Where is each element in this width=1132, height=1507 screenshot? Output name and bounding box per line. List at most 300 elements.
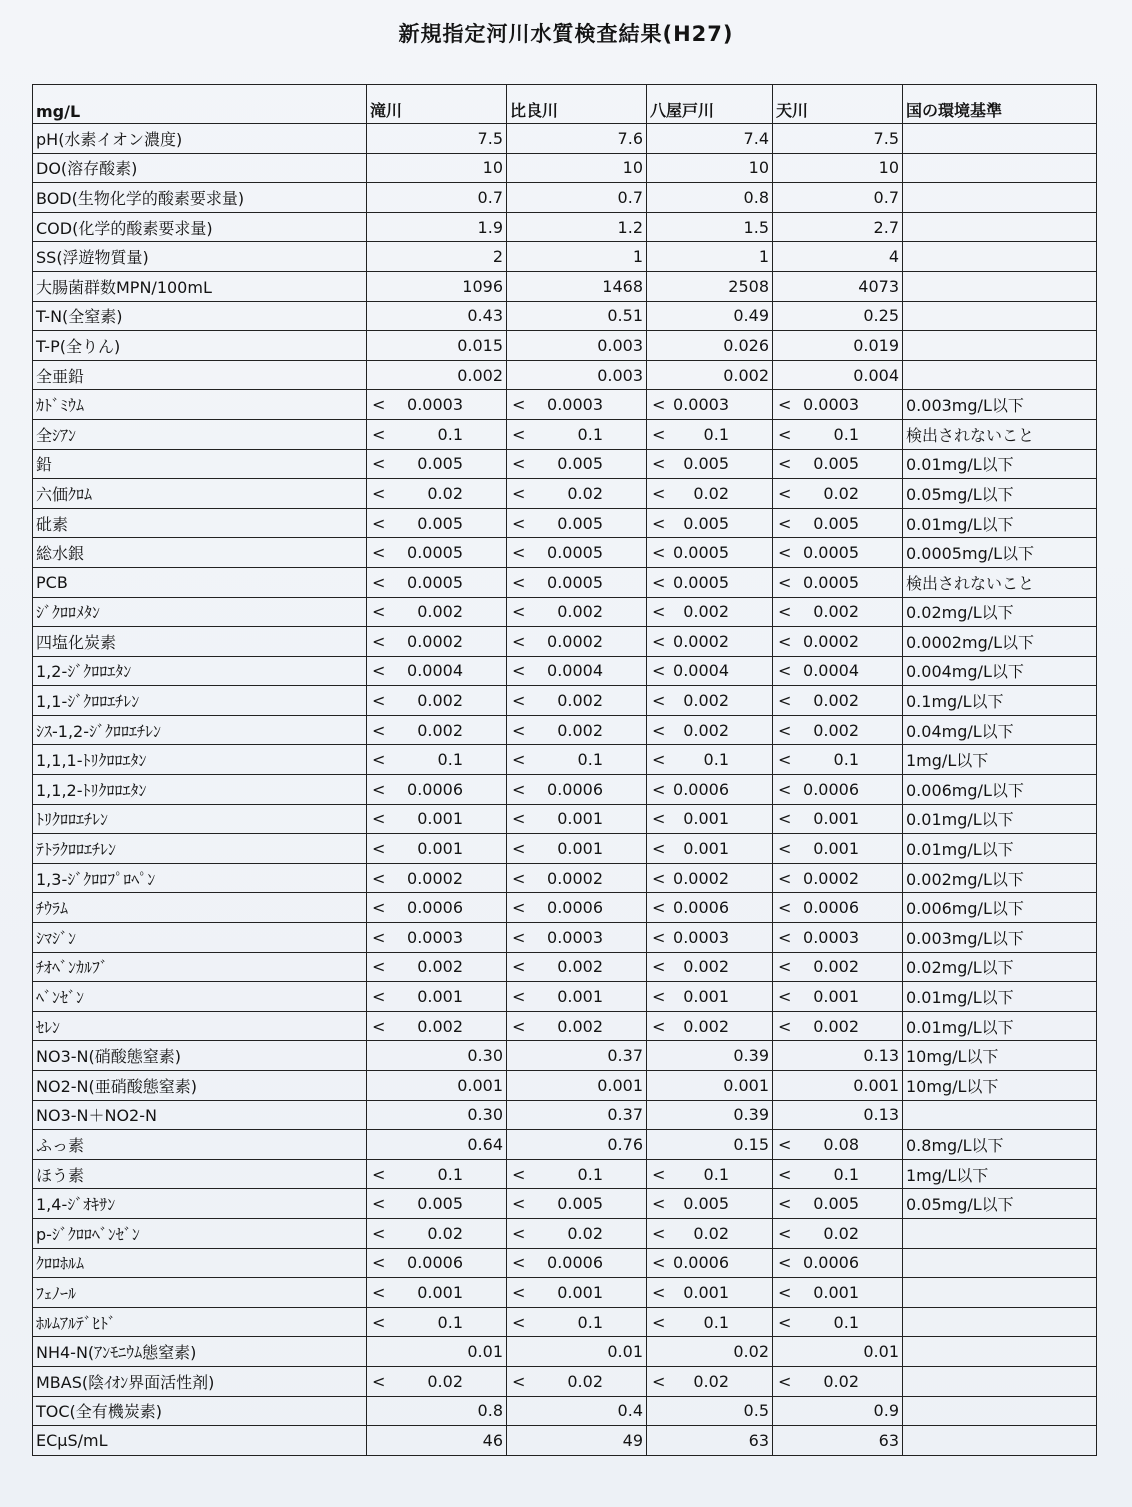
value-cell bbox=[647, 1426, 773, 1456]
value-cell bbox=[367, 715, 507, 745]
value-number: 0.0002 bbox=[673, 631, 729, 651]
value-cell bbox=[367, 1366, 507, 1396]
value-cell bbox=[773, 1278, 903, 1308]
value-number: 0.0005 bbox=[407, 572, 463, 592]
value-cell bbox=[367, 1100, 507, 1130]
value-cell bbox=[367, 212, 507, 242]
value-number: 0.30 bbox=[467, 1105, 503, 1125]
parameter-name: 1,2-ｼﾞｸﾛﾛｴﾀﾝ bbox=[33, 656, 367, 686]
value-cell bbox=[773, 863, 903, 893]
value-cell bbox=[647, 1248, 773, 1278]
value-cell bbox=[367, 834, 507, 864]
less-than-sign: < bbox=[778, 1016, 792, 1036]
parameter-name: ふっ素 bbox=[33, 1130, 367, 1160]
less-than-sign: < bbox=[778, 1164, 792, 1184]
standard-cell: 0.02mg/L以下 bbox=[903, 597, 1097, 627]
standard-cell bbox=[903, 301, 1097, 331]
table-row bbox=[33, 360, 1097, 390]
less-than-sign: < bbox=[512, 424, 526, 444]
value-number: 7.4 bbox=[743, 128, 769, 148]
standard-cell bbox=[903, 1337, 1097, 1367]
value-cell bbox=[647, 508, 773, 538]
value-cell bbox=[367, 538, 507, 568]
value-number: 0.002 bbox=[813, 720, 859, 740]
value-number: 1.9 bbox=[477, 217, 503, 237]
value-number: 0.0004 bbox=[407, 661, 463, 681]
value-number: 0.002 bbox=[417, 602, 463, 622]
value-cell bbox=[507, 567, 647, 597]
value-number: 0.002 bbox=[813, 602, 859, 622]
standard-cell bbox=[903, 360, 1097, 390]
value-cell bbox=[773, 1307, 903, 1337]
less-than-sign: < bbox=[372, 454, 386, 474]
less-than-sign: < bbox=[512, 1194, 526, 1214]
parameter-name: ﾌｪﾉｰﾙ bbox=[33, 1278, 367, 1308]
parameter-name: NO2-N(亜硝酸態窒素) bbox=[33, 1071, 367, 1101]
table-row bbox=[33, 715, 1097, 745]
value-cell bbox=[367, 597, 507, 627]
value-number: 0.39 bbox=[733, 1105, 769, 1125]
table-row bbox=[33, 508, 1097, 538]
less-than-sign: < bbox=[778, 1312, 792, 1332]
parameter-name: TOC(全有機炭素) bbox=[33, 1396, 367, 1426]
value-number: 0.002 bbox=[557, 602, 603, 622]
parameter-name: T-N(全窒素) bbox=[33, 301, 367, 331]
value-cell bbox=[507, 863, 647, 893]
less-than-sign: < bbox=[372, 602, 386, 622]
value-number: 10 bbox=[748, 158, 769, 178]
value-number: 46 bbox=[482, 1430, 503, 1450]
value-number: 0.005 bbox=[417, 1194, 463, 1214]
value-number: 0.0006 bbox=[803, 898, 859, 918]
value-cell bbox=[773, 715, 903, 745]
value-number: 0.64 bbox=[467, 1134, 503, 1154]
less-than-sign: < bbox=[512, 513, 526, 533]
standard-cell bbox=[903, 124, 1097, 154]
value-number: 0.5 bbox=[743, 1401, 769, 1421]
value-number: 0.026 bbox=[723, 335, 769, 355]
value-number: 0.76 bbox=[607, 1134, 643, 1154]
standard-cell: 検出されないこと bbox=[903, 419, 1097, 449]
standard-cell: 1mg/L以下 bbox=[903, 1159, 1097, 1189]
less-than-sign: < bbox=[372, 868, 386, 888]
less-than-sign: < bbox=[512, 1312, 526, 1332]
table-row bbox=[33, 212, 1097, 242]
value-cell bbox=[367, 923, 507, 953]
value-cell bbox=[647, 745, 773, 775]
value-number: 0.1 bbox=[437, 1312, 463, 1332]
less-than-sign: < bbox=[372, 898, 386, 918]
value-cell bbox=[647, 686, 773, 716]
standard-cell: 0.04mg/L以下 bbox=[903, 715, 1097, 745]
table-row bbox=[33, 242, 1097, 272]
less-than-sign: < bbox=[778, 720, 792, 740]
value-number: 0.005 bbox=[557, 1194, 603, 1214]
value-number: 0.0003 bbox=[803, 395, 859, 415]
less-than-sign: < bbox=[512, 987, 526, 1007]
less-than-sign: < bbox=[652, 839, 666, 859]
value-number: 0.0006 bbox=[673, 1253, 729, 1273]
value-cell bbox=[647, 538, 773, 568]
value-number: 0.005 bbox=[813, 513, 859, 533]
standard-cell: 0.003mg/L以下 bbox=[903, 923, 1097, 953]
less-than-sign: < bbox=[652, 454, 666, 474]
standard-cell: 10mg/L以下 bbox=[903, 1041, 1097, 1071]
less-than-sign: < bbox=[778, 927, 792, 947]
standard-cell bbox=[903, 271, 1097, 301]
value-number: 0.005 bbox=[683, 1194, 729, 1214]
value-cell bbox=[507, 923, 647, 953]
less-than-sign: < bbox=[372, 1016, 386, 1036]
value-cell bbox=[773, 1396, 903, 1426]
less-than-sign: < bbox=[512, 809, 526, 829]
standard-cell: 0.0002mg/L以下 bbox=[903, 627, 1097, 657]
parameter-name: ｾﾚﾝ bbox=[33, 1011, 367, 1041]
value-cell bbox=[507, 1337, 647, 1367]
table-row bbox=[33, 982, 1097, 1012]
value-number: 0.001 bbox=[813, 1282, 859, 1302]
standard-cell: 0.02mg/L以下 bbox=[903, 952, 1097, 982]
standard-cell: 0.05mg/L以下 bbox=[903, 479, 1097, 509]
value-cell bbox=[773, 597, 903, 627]
table-row bbox=[33, 449, 1097, 479]
value-cell bbox=[507, 1396, 647, 1426]
value-cell bbox=[647, 1337, 773, 1367]
value-cell bbox=[647, 1218, 773, 1248]
less-than-sign: < bbox=[372, 1282, 386, 1302]
value-number: 0.7 bbox=[873, 187, 899, 207]
value-cell bbox=[367, 952, 507, 982]
value-cell bbox=[773, 804, 903, 834]
less-than-sign: < bbox=[652, 750, 666, 770]
value-cell bbox=[507, 1041, 647, 1071]
value-number: 0.15 bbox=[733, 1134, 769, 1154]
value-number: 0.30 bbox=[467, 1046, 503, 1066]
less-than-sign: < bbox=[778, 543, 792, 563]
parameter-name: ほう素 bbox=[33, 1159, 367, 1189]
less-than-sign: < bbox=[372, 395, 386, 415]
value-cell bbox=[773, 982, 903, 1012]
value-cell bbox=[367, 1041, 507, 1071]
less-than-sign: < bbox=[512, 898, 526, 918]
value-cell bbox=[647, 124, 773, 154]
value-cell bbox=[507, 1189, 647, 1219]
value-number: 0.1 bbox=[833, 750, 859, 770]
value-cell bbox=[367, 183, 507, 213]
parameter-name: NO3-N(硝酸態窒素) bbox=[33, 1041, 367, 1071]
value-number: 0.1 bbox=[833, 1164, 859, 1184]
parameter-name: ﾎﾙﾑｱﾙﾃﾞﾋﾄﾞ bbox=[33, 1307, 367, 1337]
less-than-sign: < bbox=[512, 395, 526, 415]
value-number: 0.0003 bbox=[803, 927, 859, 947]
value-cell bbox=[773, 775, 903, 805]
value-cell bbox=[647, 390, 773, 420]
value-number: 0.02 bbox=[427, 1223, 463, 1243]
table-row bbox=[33, 686, 1097, 716]
standard-cell bbox=[903, 183, 1097, 213]
value-number: 0.0006 bbox=[673, 898, 729, 918]
header-amagawa: 天川 bbox=[773, 85, 903, 124]
value-cell bbox=[647, 834, 773, 864]
less-than-sign: < bbox=[512, 1282, 526, 1302]
value-cell bbox=[647, 1189, 773, 1219]
value-cell bbox=[773, 567, 903, 597]
standard-cell: 0.01mg/L以下 bbox=[903, 982, 1097, 1012]
value-number: 0.13 bbox=[863, 1105, 899, 1125]
less-than-sign: < bbox=[778, 809, 792, 829]
less-than-sign: < bbox=[652, 631, 666, 651]
less-than-sign: < bbox=[778, 779, 792, 799]
standard-cell: 0.8mg/L以下 bbox=[903, 1130, 1097, 1160]
value-cell bbox=[367, 449, 507, 479]
value-number: 0.002 bbox=[457, 365, 503, 385]
value-number: 0.002 bbox=[683, 691, 729, 711]
value-cell bbox=[367, 863, 507, 893]
value-number: 0.005 bbox=[417, 454, 463, 474]
value-number: 0.0005 bbox=[803, 543, 859, 563]
value-cell bbox=[773, 538, 903, 568]
value-cell bbox=[507, 982, 647, 1012]
less-than-sign: < bbox=[652, 1016, 666, 1036]
value-number: 10 bbox=[482, 158, 503, 178]
value-cell bbox=[507, 775, 647, 805]
less-than-sign: < bbox=[652, 513, 666, 533]
value-cell bbox=[647, 1307, 773, 1337]
parameter-name: COD(化学的酸素要求量) bbox=[33, 212, 367, 242]
value-cell bbox=[367, 124, 507, 154]
value-number: 0.02 bbox=[733, 1342, 769, 1362]
parameter-name: 1,4-ｼﾞｵｷｻﾝ bbox=[33, 1189, 367, 1219]
value-number: 0.002 bbox=[683, 957, 729, 977]
value-cell bbox=[773, 952, 903, 982]
value-number: 0.015 bbox=[457, 335, 503, 355]
value-cell bbox=[367, 1396, 507, 1426]
value-cell bbox=[647, 1278, 773, 1308]
table-row bbox=[33, 863, 1097, 893]
header-unit: mg/L bbox=[33, 85, 367, 124]
value-number: 0.0006 bbox=[547, 898, 603, 918]
table-row bbox=[33, 1337, 1097, 1367]
value-cell bbox=[367, 390, 507, 420]
less-than-sign: < bbox=[372, 957, 386, 977]
less-than-sign: < bbox=[512, 868, 526, 888]
value-cell bbox=[647, 479, 773, 509]
value-number: 1468 bbox=[602, 276, 643, 296]
standard-cell: 0.006mg/L以下 bbox=[903, 893, 1097, 923]
value-number: 0.005 bbox=[813, 454, 859, 474]
value-cell bbox=[773, 1337, 903, 1367]
table-row bbox=[33, 893, 1097, 923]
parameter-name: ｸﾛﾛﾎﾙﾑ bbox=[33, 1248, 367, 1278]
parameter-name: BOD(生物化学的酸素要求量) bbox=[33, 183, 367, 213]
table-row bbox=[33, 331, 1097, 361]
value-cell bbox=[773, 656, 903, 686]
standard-cell: 0.0005mg/L以下 bbox=[903, 538, 1097, 568]
less-than-sign: < bbox=[652, 927, 666, 947]
value-number: 0.9 bbox=[873, 1401, 899, 1421]
standard-cell bbox=[903, 331, 1097, 361]
parameter-name: ﾁｳﾗﾑ bbox=[33, 893, 367, 923]
table-row bbox=[33, 923, 1097, 953]
less-than-sign: < bbox=[778, 1223, 792, 1243]
value-number: 63 bbox=[878, 1430, 899, 1450]
less-than-sign: < bbox=[372, 927, 386, 947]
less-than-sign: < bbox=[372, 424, 386, 444]
value-cell bbox=[507, 479, 647, 509]
value-number: 0.8 bbox=[477, 1401, 503, 1421]
value-cell bbox=[507, 1278, 647, 1308]
standard-cell: 0.01mg/L以下 bbox=[903, 834, 1097, 864]
value-cell bbox=[773, 360, 903, 390]
less-than-sign: < bbox=[778, 868, 792, 888]
value-cell bbox=[507, 893, 647, 923]
value-cell bbox=[773, 627, 903, 657]
less-than-sign: < bbox=[512, 1016, 526, 1036]
table-row bbox=[33, 804, 1097, 834]
value-number: 0.02 bbox=[427, 483, 463, 503]
value-number: 0.25 bbox=[863, 306, 899, 326]
value-number: 0.001 bbox=[597, 1075, 643, 1095]
value-number: 0.1 bbox=[703, 1312, 729, 1332]
value-cell bbox=[647, 982, 773, 1012]
value-number: 7.5 bbox=[873, 128, 899, 148]
value-cell bbox=[647, 627, 773, 657]
less-than-sign: < bbox=[652, 572, 666, 592]
value-cell bbox=[773, 242, 903, 272]
value-cell bbox=[647, 804, 773, 834]
less-than-sign: < bbox=[372, 513, 386, 533]
parameter-name: 砒素 bbox=[33, 508, 367, 538]
value-number: 0.13 bbox=[863, 1046, 899, 1066]
header-national-standard: 国の環境基準 bbox=[903, 85, 1097, 124]
value-number: 0.002 bbox=[417, 1016, 463, 1036]
value-cell bbox=[367, 271, 507, 301]
value-number: 0.02 bbox=[823, 1371, 859, 1391]
parameter-name: 総水銀 bbox=[33, 538, 367, 568]
less-than-sign: < bbox=[778, 1282, 792, 1302]
value-number: 0.0006 bbox=[547, 1253, 603, 1273]
value-number: 0.002 bbox=[417, 957, 463, 977]
value-number: 0.001 bbox=[457, 1075, 503, 1095]
standard-cell: 10mg/L以下 bbox=[903, 1071, 1097, 1101]
parameter-name: T-P(全りん) bbox=[33, 331, 367, 361]
less-than-sign: < bbox=[778, 661, 792, 681]
value-cell bbox=[647, 952, 773, 982]
value-cell bbox=[773, 1100, 903, 1130]
value-number: 0.001 bbox=[557, 1282, 603, 1302]
value-cell bbox=[647, 1011, 773, 1041]
less-than-sign: < bbox=[778, 1134, 792, 1154]
value-number: 0.02 bbox=[567, 1371, 603, 1391]
value-cell bbox=[773, 745, 903, 775]
value-number: 0.08 bbox=[823, 1134, 859, 1154]
value-cell bbox=[507, 686, 647, 716]
parameter-name: DO(溶存酸素) bbox=[33, 153, 367, 183]
value-number: 0.49 bbox=[733, 306, 769, 326]
parameter-name: 全ｼｱﾝ bbox=[33, 419, 367, 449]
value-number: 0.005 bbox=[683, 513, 729, 533]
value-cell bbox=[773, 508, 903, 538]
parameter-name: 1,3-ｼﾞｸﾛﾛﾌﾟﾛﾍﾟﾝ bbox=[33, 863, 367, 893]
value-cell bbox=[773, 1130, 903, 1160]
value-number: 0.0002 bbox=[803, 631, 859, 651]
value-number: 49 bbox=[622, 1430, 643, 1450]
parameter-name: pH(水素イオン濃度) bbox=[33, 124, 367, 154]
value-number: 0.0002 bbox=[407, 631, 463, 651]
table-row bbox=[33, 1366, 1097, 1396]
less-than-sign: < bbox=[778, 898, 792, 918]
value-number: 0.001 bbox=[557, 809, 603, 829]
value-cell bbox=[507, 1426, 647, 1456]
value-number: 0.001 bbox=[813, 809, 859, 829]
less-than-sign: < bbox=[372, 809, 386, 829]
value-number: 0.0005 bbox=[547, 543, 603, 563]
less-than-sign: < bbox=[778, 572, 792, 592]
value-cell bbox=[647, 893, 773, 923]
parameter-name: PCB bbox=[33, 567, 367, 597]
less-than-sign: < bbox=[652, 395, 666, 415]
value-number: 0.1 bbox=[437, 1164, 463, 1184]
less-than-sign: < bbox=[652, 1371, 666, 1391]
value-number: 0.001 bbox=[683, 809, 729, 829]
value-cell bbox=[367, 1071, 507, 1101]
value-cell bbox=[773, 331, 903, 361]
value-number: 0.1 bbox=[437, 750, 463, 770]
less-than-sign: < bbox=[512, 631, 526, 651]
less-than-sign: < bbox=[372, 572, 386, 592]
value-cell bbox=[647, 1071, 773, 1101]
less-than-sign: < bbox=[512, 454, 526, 474]
value-number: 0.1 bbox=[577, 750, 603, 770]
value-cell bbox=[367, 893, 507, 923]
less-than-sign: < bbox=[372, 720, 386, 740]
value-cell bbox=[507, 124, 647, 154]
parameter-name: 1,1,1-ﾄﾘｸﾛﾛｴﾀﾝ bbox=[33, 745, 367, 775]
value-number: 0.005 bbox=[683, 454, 729, 474]
less-than-sign: < bbox=[778, 839, 792, 859]
parameter-name: ﾁｵﾍﾞﾝｶﾙﾌﾞ bbox=[33, 952, 367, 982]
value-cell bbox=[367, 242, 507, 272]
value-cell bbox=[367, 1189, 507, 1219]
less-than-sign: < bbox=[652, 1164, 666, 1184]
value-cell bbox=[647, 1041, 773, 1071]
value-cell bbox=[647, 656, 773, 686]
parameter-name: p-ｼﾞｸﾛﾛﾍﾞﾝｾﾞﾝ bbox=[33, 1218, 367, 1248]
less-than-sign: < bbox=[652, 1253, 666, 1273]
value-cell bbox=[647, 567, 773, 597]
standard-cell bbox=[903, 1307, 1097, 1337]
value-number: 10 bbox=[622, 158, 643, 178]
value-number: 0.0005 bbox=[673, 572, 729, 592]
value-cell bbox=[773, 1011, 903, 1041]
header-row bbox=[33, 85, 1097, 124]
value-cell bbox=[367, 419, 507, 449]
less-than-sign: < bbox=[372, 987, 386, 1007]
value-number: 0.002 bbox=[683, 1016, 729, 1036]
value-number: 0.003 bbox=[597, 365, 643, 385]
value-cell bbox=[507, 745, 647, 775]
value-cell bbox=[507, 419, 647, 449]
less-than-sign: < bbox=[512, 1164, 526, 1184]
value-number: 0.0003 bbox=[673, 395, 729, 415]
less-than-sign: < bbox=[512, 1223, 526, 1243]
value-cell bbox=[367, 1337, 507, 1367]
value-cell bbox=[647, 301, 773, 331]
value-cell bbox=[367, 804, 507, 834]
value-cell bbox=[507, 1159, 647, 1189]
value-number: 0.001 bbox=[813, 839, 859, 859]
less-than-sign: < bbox=[372, 779, 386, 799]
